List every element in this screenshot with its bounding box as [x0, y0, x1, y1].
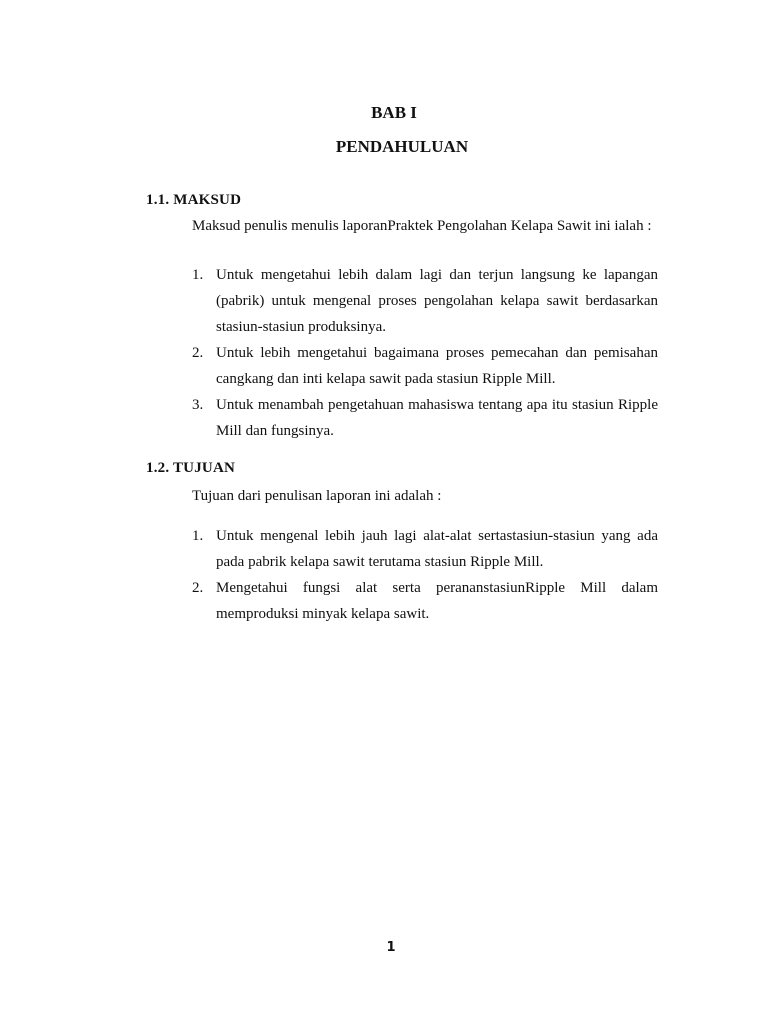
list-item-number: 1. [192, 528, 204, 544]
chapter-number: BAB I [371, 103, 417, 122]
list-item-number: 2. [192, 345, 204, 361]
list-item [192, 575, 658, 627]
list-item [192, 523, 658, 575]
maksud-list [192, 262, 658, 444]
section-heading-tujuan: 1.2. TUJUAN [146, 460, 236, 476]
list-item [192, 392, 658, 444]
list-item-text: Mengetahui fungsi alat serta perananstasiunRipple Mill dalam memproduksi minyak kelapa sawit. [216, 580, 658, 622]
page-number: 1 [386, 940, 396, 955]
list-item-text: Untuk mengenal lebih jauh lagi alat-alat sertastasiun-stasiun yang ada pada pabrik kelapa sawit terutama stasiun Ripple Mill. [216, 528, 658, 570]
list-item-number: 1. [192, 267, 204, 283]
section-intro-maksud: Maksud penulis menulis laporanPraktek Pengolahan Kelapa Sawit ini ialah : [192, 218, 652, 234]
list-item-text: Untuk lebih mengetahui bagaimana proses pemecahan dan pemisahan cangkang dan inti kelapa sawit pada stasiun Ripple Mill. [216, 345, 658, 387]
section-intro-tujuan: Tujuan dari penulisan laporan ini adalah : [192, 488, 442, 504]
list-item-number: 3. [192, 397, 204, 413]
list-item-number: 2. [192, 580, 204, 596]
section-heading-maksud: 1.1. MAKSUD [146, 192, 242, 208]
list-item [192, 340, 658, 392]
chapter-title: PENDAHULUAN [335, 137, 469, 156]
list-item-text: Untuk menambah pengetahuan mahasiswa tentang apa itu stasiun Ripple Mill dan fungsinya. [216, 397, 658, 439]
list-item-text: Untuk mengetahui lebih dalam lagi dan terjun langsung ke lapangan (pabrik) untuk mengenal proses pengolahan kelapa sawit berdasarkan stasiun-stasiun produksinya. [216, 267, 658, 335]
list-item [192, 262, 658, 340]
tujuan-list [192, 523, 658, 627]
